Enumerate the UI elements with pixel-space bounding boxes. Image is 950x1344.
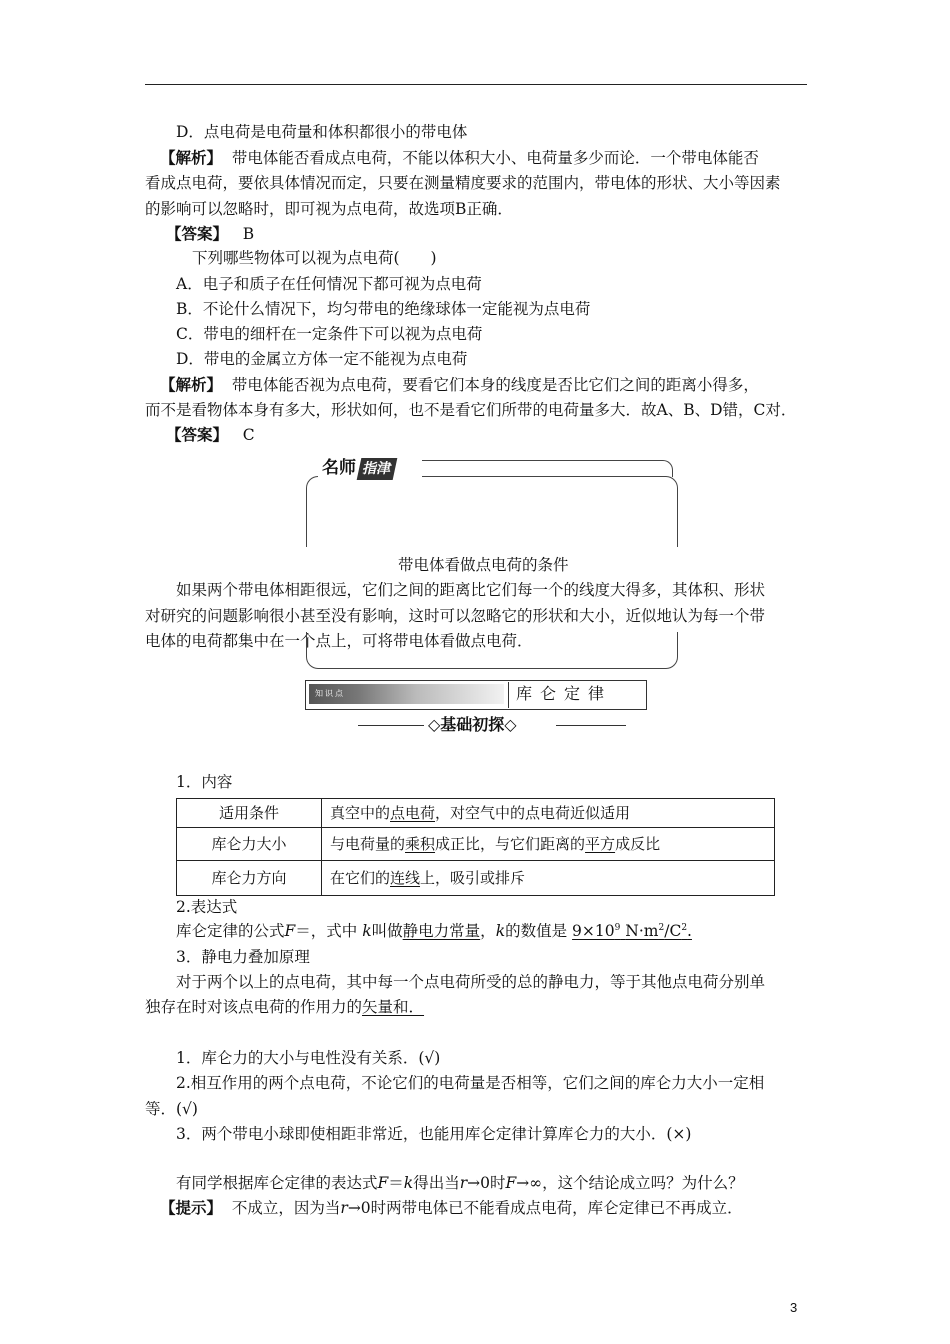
answer-label: 【答案】 (166, 224, 229, 243)
value-unit: /C (664, 922, 682, 940)
judgment-2-line-2: 等．(√) (145, 1100, 198, 1118)
value-unit: N·m (625, 922, 659, 940)
table-row (177, 799, 775, 828)
table-cell-value (322, 861, 775, 896)
hint-line (160, 1198, 743, 1218)
superposition-line-1: 对于两个以上的点电荷，其中每一个点电荷所受的总的静电力，等于其他点电荷分别单 (176, 973, 766, 991)
expression-line (176, 921, 692, 941)
teacher-guide-frame-top (306, 476, 678, 547)
table-cell-label: 适用条件 (177, 799, 322, 828)
teacher-guide-line-2: 对研究的问题影响很小甚至没有影响，这时可以忽略它的形状和大小，近似地认为每一个带 (145, 607, 766, 625)
cell-text: 真空中的 (330, 804, 391, 822)
teacher-guide-tab-b: 指津 (357, 458, 398, 480)
answer-value: B (242, 225, 255, 243)
text: 不成立，因为当 (231, 1199, 341, 1217)
table-cell-label: 库仑力方向 (177, 861, 322, 896)
constant-value (572, 922, 692, 940)
cell-keyword: 乘积 (405, 835, 436, 853)
analysis-text-2: 看成点电荷，要依具体情况而定，只要在测量精度要求的范围内，带电体的形状、大小等因素 (145, 174, 781, 192)
teacher-guide-tab-a: 名师 (322, 458, 356, 478)
thinking-question (176, 1173, 744, 1193)
table-cell-value (322, 799, 775, 828)
superposition-heading: 3．静电力叠加原理 (176, 948, 310, 966)
superposition-line-2 (145, 997, 449, 1017)
cell-text: ，对空气中的点电荷近似适用 (435, 804, 631, 822)
analysis-text-1: 带电体能否视为点电荷，要看它们本身的线度是否比它们之间的距离小得多， (231, 376, 759, 394)
table-cell-label: 库仑力大小 (177, 828, 322, 861)
cell-text: 成正比，与它们距离的 (435, 835, 586, 853)
text: 的数值是 (505, 922, 568, 940)
var-r: r (459, 1174, 468, 1192)
content-heading: 1．内容 (176, 773, 233, 791)
analysis-text-1: 带电体能否看成点电荷，不能以体积大小、电荷量多少而论．一个带电体能否 (231, 149, 759, 167)
option-d-2: D．带电的金属立方体一定不能视为点电荷 (176, 350, 468, 368)
table-cell-value (322, 828, 775, 861)
analysis-text-3: 的影响可以忽略时，即可视为点电荷，故选项B正确． (145, 200, 513, 218)
var-f: F (505, 1174, 517, 1192)
text: 叫做 (371, 922, 403, 940)
keyword: 矢量和． (362, 998, 425, 1016)
teacher-guide-line-1: 如果两个带电体相距很远，它们之间的距离比它们每一个的线度大得多，其体积、形状 (176, 581, 766, 599)
knowledge-point-separator (508, 682, 509, 708)
analysis-paragraph-2 (160, 375, 759, 395)
answer-2 (166, 425, 255, 445)
text: →0时 (467, 1174, 506, 1192)
analysis-text-2: 而不是看物体本身有多大，形状如何，也不是看它们所带的电荷量多大．故A、B、D错，C对． (145, 401, 797, 419)
text: 有同学根据库仑定律的表达式 (176, 1174, 378, 1192)
basic-explore-line-left (358, 725, 424, 726)
option-c: C．带电的细杆在一定条件下可以视为点电荷 (176, 325, 483, 343)
var-k: k (495, 922, 506, 940)
knowledge-point-chip: 知识点 (315, 689, 345, 698)
cell-text: 上，吸引或排斥 (420, 869, 526, 887)
answer-value: C (242, 426, 255, 444)
value-unit-exp: 2 (681, 922, 688, 933)
text: 库仑定律的公式 (176, 922, 285, 940)
content-table (176, 798, 775, 896)
text: 独存在时对该点电荷的作用力的 (145, 998, 363, 1016)
value-base: 9×10 (572, 922, 615, 940)
cell-text: 与电荷量的 (330, 835, 406, 853)
cell-text: 在它们的 (330, 869, 391, 887)
knowledge-point-title: 库仑定律 (516, 684, 613, 703)
option-d: D．点电荷是电荷量和体积都很小的带电体 (176, 123, 468, 141)
analysis-paragraph-1 (160, 148, 759, 168)
analysis-label: 【解析】 (160, 148, 223, 167)
analysis-label: 【解析】 (160, 375, 223, 394)
answer-label: 【答案】 (166, 425, 229, 444)
var-r: r (340, 1199, 348, 1217)
basic-explore-line-right (556, 725, 626, 726)
cell-keyword: 点电荷 (390, 804, 436, 822)
text: ＝，式中 (295, 922, 358, 940)
constant-name: 静电力常量 (402, 922, 481, 940)
page-number: 3 (790, 1300, 798, 1315)
table-row (177, 861, 775, 896)
teacher-guide-line-3: 电体的电荷都集中在一个点上，可将带电体看做点电荷． (145, 632, 533, 650)
table-row (177, 828, 775, 861)
answer-1 (166, 224, 254, 244)
var-k: k (403, 1174, 414, 1192)
text: ＝ (388, 1174, 404, 1192)
cell-keyword: 连线 (390, 869, 421, 887)
basic-explore-heading: ◇基础初探◇ (428, 715, 517, 734)
teacher-guide-title: 带电体看做点电荷的条件 (398, 556, 569, 574)
text: 得出当 (413, 1174, 460, 1192)
judgment-2-line-1: 2.相互作用的两个点电荷，不论它们的电荷量是否相等，它们之间的库仑力大小一定相 (176, 1074, 765, 1092)
teacher-guide-frame-bottom (306, 632, 678, 669)
var-f: F (377, 1174, 389, 1192)
teacher-guide-tab-line (422, 460, 673, 477)
header-rule (145, 84, 807, 85)
cell-text: 成反比 (615, 835, 661, 853)
judgment-3: 3．两个带电小球即使相距非常近，也能用库仑定律计算库仑力的大小．(×) (176, 1125, 692, 1143)
expression-heading: 2.表达式 (176, 898, 238, 916)
hint-label: 【提示】 (160, 1198, 223, 1217)
option-b: B．不论什么情况下，均匀带电的绝缘球体一定能视为点电荷 (176, 300, 591, 318)
value-unit-exp: 2 (658, 922, 665, 933)
question-stem: 下列哪些物体可以视为点电荷( ) (192, 249, 437, 267)
text: →0时两带电体已不能看成点电荷，库仑定律已不再成立． (347, 1199, 743, 1217)
cell-keyword: 平方 (585, 835, 616, 853)
var-f: F (284, 922, 296, 940)
judgment-1: 1．库仑力的大小与电性没有关系．(√) (176, 1049, 441, 1067)
teacher-guide-tab (322, 457, 395, 480)
text: →∞，这个结论成立吗？为什么？ (516, 1174, 744, 1192)
option-a: A．电子和质子在任何情况下都可视为点电荷 (176, 275, 482, 293)
value-end: . (687, 922, 692, 940)
text: ， (480, 922, 496, 940)
var-k: k (362, 922, 372, 940)
value-exp: 9 (614, 922, 621, 933)
